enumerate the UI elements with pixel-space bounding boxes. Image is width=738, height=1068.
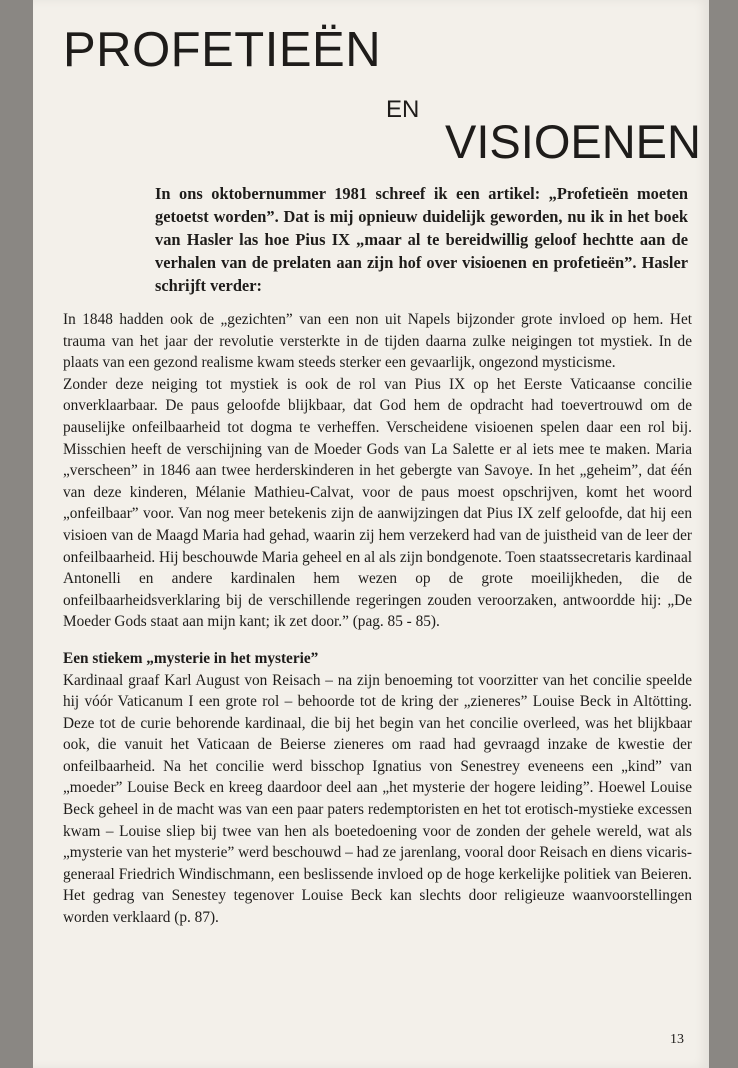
paragraph-2: Zonder deze neiging tot mystiek is ook de rol van Pius IX op het Eerste Vaticaanse concilie onverklaarbaar. De paus geloofde blijkbaar, dat God hem de opdracht had toevertrouwd om de pauselijke onfeilbaarheid tot dogma te verheffen. Verscheidene visioenen spelen daar een rol bij. Misschien heeft de verschijning van de Moeder Gods van La Salette er al iets mee te maken. Maria „verscheen” in 1846 aan twee herderskinderen in het gebergte van Savoye. In het „geheim”, dat één van deze kinderen, Mélanie Mathieu-Calvat, voor de paus moest opschrijven, komt het woord „onfeilbaar” voor. Van nog meer betekenis zijn de aanwijzingen dat Pius IX zelf geloofde, dat hij een visioen van de Maagd Maria had gehad, waarin zij hem verzekerd had van de juistheid van de leer der onfeilbaarheid. Hij beschouwde Maria geheel en al als zijn bondgenote. Toen staatssecretaris kardinaal Antonelli en andere kardinalen hem wezen op de grote moeilijkheden, die de onfeilbaarheidsverklaring bij de verschillende regeringen zouden veroorzaken, antwoordde hij: „De Moeder Gods staat aan mijn kant; ik zet door.” (pag. 85 - 85).	[63, 375, 692, 631]
paragraph-3: Kardinaal graaf Karl August von Reisach – na zijn benoeming tot voorzitter van het concilie speelde hij vóór Vaticanum I een grote rol – behoorde tot de kring der „zieneres” Louise Beck in Altötting. Deze tot de curie behorende kardinaal, die bij het begin van het concilie overleed, was het blijkbaar ook, die vanuit het Vaticaan de Beierse zieneres om raad had gevraagd inzake de kwestie der onfeilbaarheid. Na het concilie werd bisschop Ignatius von Senestrey eveneens een „kind” van „moeder” Louise Beck en kreeg daardoor deel aan „het mysterie der hogere leiding”. Hoewel Louise Beck geheel in de macht was van een paar paters redemptoristen en het tot erotisch-mystieke excessen kwam – Louise sliep bij twee van hen als boetedoening voor de zonden der gehele wereld, wat als „mysterie van het mysterie” werd beschouwd – had ze jarenlang, vooral door Reisach en diens vicaris-generaal Friedrich Windischmann, een beslissende invloed op de hoge kerkelijke politiek van Beieren. Het gedrag van Senestey tegenover Louise Beck kan slechts door religieuze waanvoorstellingen worden verklaard (p. 87).	[63, 671, 692, 927]
intro-paragraph: In ons oktobernummer 1981 schreef ik een artikel: „Profetieën moeten getoetst worden”. Dat is mij opnieuw duidelijk geworden, nu ik in het boek van Hasler las hoe Pius IX „maar al te bereidwillig geloof hechtte aan de verhalen van de prelaten aan zijn hof over visioenen en profetieën”. Hasler schrijft verder:	[155, 184, 688, 295]
section-heading: Een stiekem „mysterie in het mysterie”	[63, 649, 319, 667]
paragraph-1: In 1848 hadden ook de „gezichten” van een non uit Napels bijzonder grote invloed op hem. Het trauma van het jaar der revolutie versterkte in de tijden daarna zulke neigingen tot mystiek. In de plaats van een gezond realisme kwam steeds sterker een gevaarlijk, ongezond mysticisme.	[63, 311, 692, 372]
title-line-1: PROFETIEËN	[63, 23, 382, 77]
title-line-3: VISIOENEN	[445, 115, 701, 168]
article-body	[63, 309, 692, 929]
document-page	[33, 0, 709, 1068]
page-number: 13	[670, 1032, 684, 1047]
title-line-2: EN	[386, 96, 420, 123]
